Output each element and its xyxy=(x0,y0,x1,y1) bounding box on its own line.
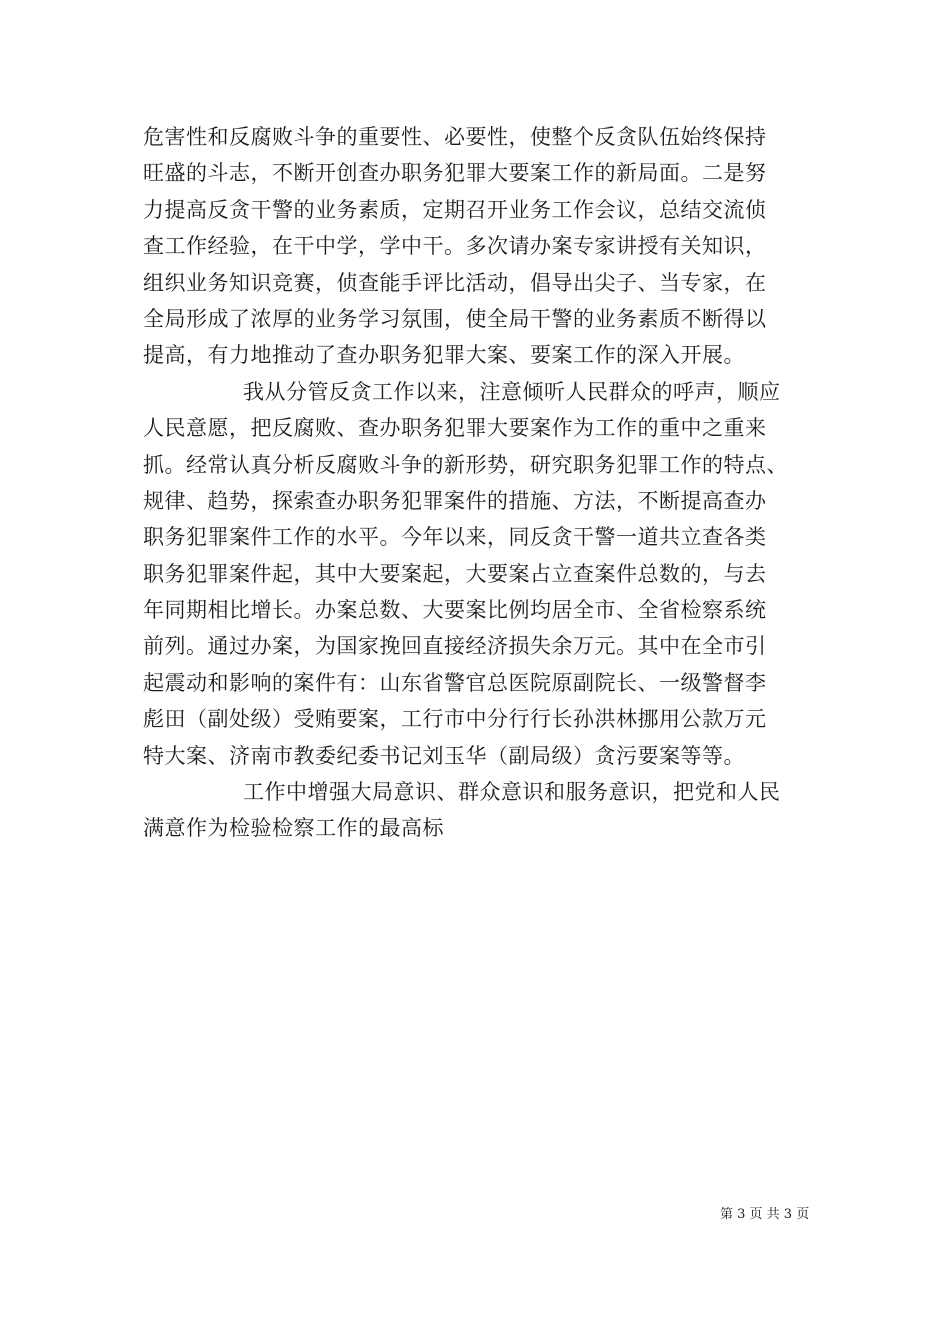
paragraph-first-line: 工作中增强大局意识、群众意识和服务意识，把党和人民 xyxy=(243,780,781,805)
text-line: 职务犯罪案件起，其中大要案起，大要案占立查案件总数的，与去 xyxy=(143,561,767,586)
text-line: 全局形成了浓厚的业务学习氛围，使全局干警的业务素质不断得以 xyxy=(143,306,767,331)
text-line: 查工作经验，在干中学，学中干。多次请办案专家讲授有关知识， xyxy=(143,234,767,259)
text-line: 旺盛的斗志，不断开创查办职务犯罪大要案工作的新局面。二是努 xyxy=(143,161,767,186)
text-line: 前列。通过办案，为国家挽回直接经济损失余万元。其中在全市引 xyxy=(143,634,767,659)
text-line: 提高，有力地推动了查办职务犯罪大案、要案工作的深入开展。 xyxy=(143,343,745,368)
text-line: 彪田（副处级）受贿要案，工行市中分行行长孙洪林挪用公款万元 xyxy=(143,707,767,732)
text-line: 满意作为检验检察工作的最高标 xyxy=(143,816,444,841)
text-line: 规律、趋势，探索查办职务犯罪案件的措施、方法，不断提高查办 xyxy=(143,488,767,513)
text-line: 职务犯罪案件工作的水平。今年以来，同反贪干警一道共立查各类 xyxy=(143,525,767,550)
text-line: 危害性和反腐败斗争的重要性、必要性，使整个反贪队伍始终保持 xyxy=(143,125,767,149)
text-line: 年同期相比增长。办案总数、大要案比例均居全市、全省检察系统 xyxy=(143,598,767,623)
paragraph-first-line: 我从分管反贪工作以来，注意倾听人民群众的呼声，顺应 xyxy=(243,379,781,404)
text-line: 人民意愿，把反腐败、查办职务犯罪大要案作为工作的重中之重来 xyxy=(143,416,767,441)
text-line: 力提高反贪干警的业务素质，定期召开业务工作会议，总结交流侦 xyxy=(143,197,767,222)
body-text xyxy=(143,119,843,847)
text-line: 起震动和影响的案件有：山东省警官总医院原副院长、一级警督李 xyxy=(143,670,767,695)
text-line: 抓。经常认真分析反腐败斗争的新形势，研究职务犯罪工作的特点、 xyxy=(143,452,788,477)
page-number-footer: 第 3 页 共 3 页 xyxy=(720,1207,810,1222)
text-line: 组织业务知识竞赛，侦查能手评比活动，倡导出尖子、当专家，在 xyxy=(143,270,767,295)
text-line: 特大案、济南市教委纪委书记刘玉华（副局级）贪污要案等等。 xyxy=(143,743,745,768)
